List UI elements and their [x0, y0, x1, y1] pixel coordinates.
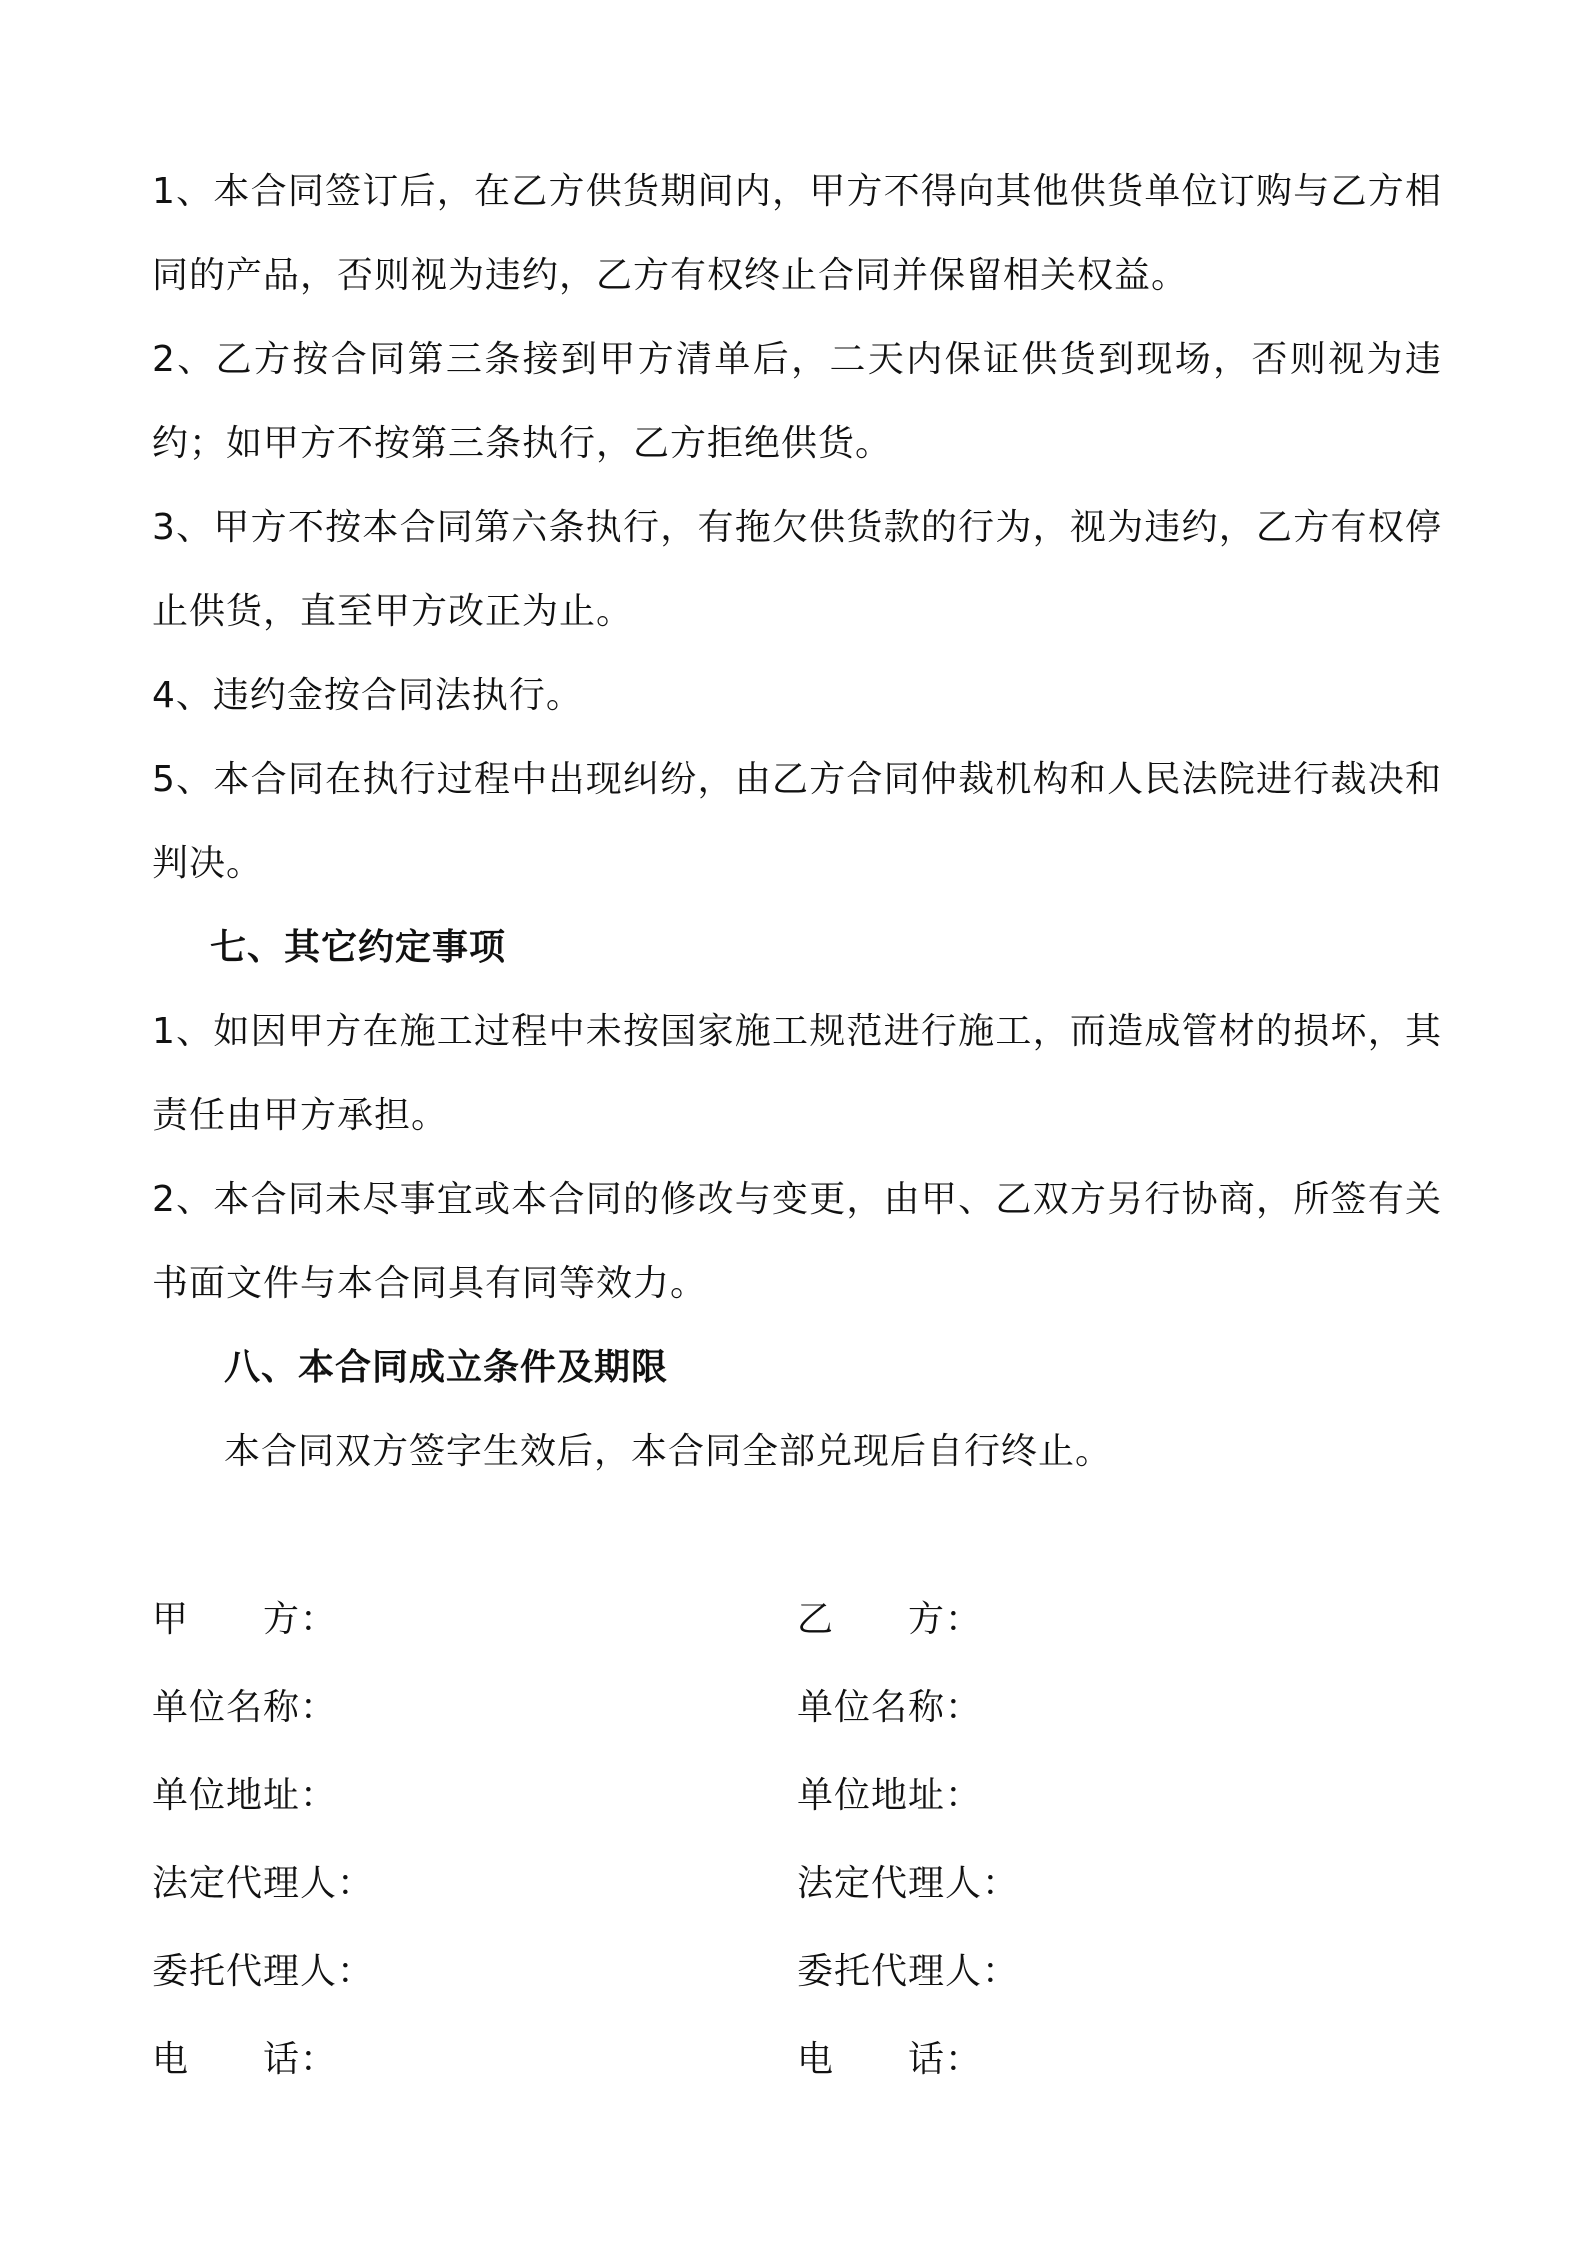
clause-6-5: 5、本合同在执行过程中出现纠纷，由乙方合同仲裁机构和人民法院进行裁决和判决。	[152, 759, 1442, 884]
signature-row-unit-address	[152, 1748, 1442, 1836]
party-a-unit-address: 单位地址：	[152, 1774, 338, 1816]
party-b-agent: 委托代理人：	[797, 1950, 1020, 1992]
clause-7-2: 2、本合同未尽事宜或本合同的修改与变更，由甲、乙双方另行协商，所签有关书面文件与本合同具有同等效力。	[152, 1179, 1442, 1304]
party-a-legal-rep: 法定代理人：	[152, 1862, 375, 1904]
party-b-unit-name: 单位名称：	[797, 1686, 983, 1728]
clause-6-2: 2、乙方按合同第三条接到甲方清单后，二天内保证供货到现场，否则视为违约；如甲方不按第三条执行，乙方拒绝供货。	[152, 339, 1442, 464]
signature-row-legal-rep	[152, 1836, 1442, 1924]
contract-body	[152, 150, 1442, 1494]
party-b-unit-address: 单位地址：	[797, 1774, 983, 1816]
signature-row-party	[152, 1572, 1442, 1660]
party-b-legal-rep: 法定代理人：	[797, 1862, 1020, 1904]
party-a-phone: 电 话：	[152, 2038, 338, 2080]
clause-6-3: 3、甲方不按本合同第六条执行，有拖欠供货款的行为，视为违约，乙方有权停止供货，直至甲方改正为止。	[152, 507, 1442, 632]
signature-row-phone	[152, 2012, 1442, 2100]
party-b-phone: 电 话：	[797, 2038, 983, 2080]
section-seven-heading: 七、其它约定事项	[210, 927, 507, 968]
signature-row-agent	[152, 1924, 1442, 2012]
section-eight-heading: 八、本合同成立条件及期限	[224, 1347, 669, 1388]
clause-6-1: 1、本合同签订后，在乙方供货期间内，甲方不得向其他供货单位订购与乙方相同的产品，否则视为违约，乙方有权终止合同并保留相关权益。	[152, 171, 1442, 296]
party-b-label: 乙 方：	[797, 1598, 983, 1640]
clause-6-4: 4、违约金按合同法执行。	[152, 675, 583, 716]
party-a-unit-name: 单位名称：	[152, 1686, 338, 1728]
party-a-label: 甲 方：	[152, 1598, 338, 1640]
section-eight-text: 本合同双方签字生效后，本合同全部兑现后自行终止。	[224, 1431, 1113, 1472]
signature-row-unit-name	[152, 1660, 1442, 1748]
party-a-agent: 委托代理人：	[152, 1950, 375, 1992]
clause-7-1: 1、如因甲方在施工过程中未按国家施工规范进行施工，而造成管材的损坏，其责任由甲方承担。	[152, 1011, 1442, 1136]
signature-block	[152, 1572, 1442, 2100]
